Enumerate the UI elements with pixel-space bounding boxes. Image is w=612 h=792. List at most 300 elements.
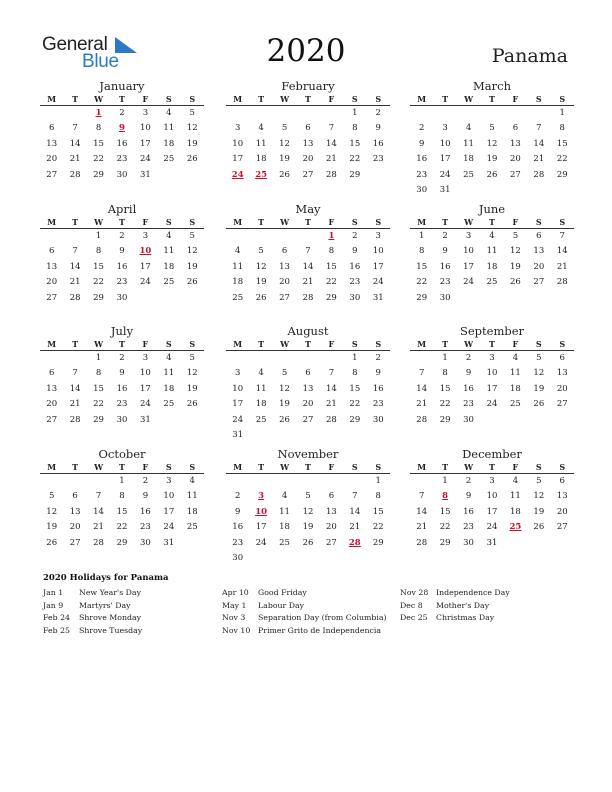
day-cell: 22 [93, 399, 104, 410]
day-cell: 1 [119, 476, 125, 486]
weekday-label: T [258, 339, 265, 349]
day-cell: 9 [119, 368, 125, 379]
day-cell: 30 [116, 169, 128, 180]
day-cell [296, 229, 319, 244]
day-cell: 18 [509, 383, 521, 394]
weekday-label: M [417, 339, 427, 349]
day-cell: 23 [439, 277, 451, 288]
month-title: September [459, 324, 525, 338]
holiday-name: Christmas Day [436, 613, 495, 622]
day-cell [226, 106, 249, 121]
day-cell [40, 106, 63, 121]
day-cell: 12 [279, 138, 290, 149]
week-row [226, 121, 390, 136]
day-cell: 3 [142, 231, 149, 241]
day-cell [343, 551, 366, 566]
weekday-label: M [233, 94, 243, 104]
day-cell: 27 [509, 169, 521, 180]
day-cell: 22 [93, 277, 104, 288]
day-cell: 9 [235, 506, 241, 517]
day-cell: 22 [349, 399, 361, 410]
day-cell: 28 [325, 169, 337, 180]
day-cell: 1 [442, 353, 448, 363]
day-cell: 29 [556, 169, 568, 180]
day-cell: 17 [439, 154, 451, 165]
week-row [410, 183, 574, 198]
day-cell: 18 [255, 154, 267, 165]
day-cell: 1 [352, 353, 358, 363]
weekday-label: F [512, 94, 519, 104]
day-cell: 24 [439, 169, 451, 180]
weekday-label: S [351, 217, 358, 227]
weekday-label: S [351, 339, 358, 349]
weekday-header [40, 338, 204, 351]
day-cell: 24 [372, 277, 384, 288]
month-july [40, 324, 204, 428]
holiday-day-cell: 10 [255, 506, 268, 517]
day-cell: 25 [232, 292, 244, 303]
day-cell: 21 [69, 277, 81, 288]
day-cell: 18 [163, 138, 175, 149]
day-cell [157, 291, 180, 306]
holiday-day-cell: 10 [139, 246, 152, 257]
day-cell: 27 [556, 399, 568, 410]
day-cell: 6 [559, 353, 565, 363]
day-cell: 18 [255, 399, 267, 410]
day-cell: 27 [556, 522, 568, 533]
day-cell: 31 [372, 292, 384, 303]
day-cell: 23 [416, 169, 428, 180]
month-january [40, 79, 204, 183]
weekday-label: T [442, 462, 449, 472]
day-cell: 4 [166, 108, 172, 118]
weekday-label: T [72, 94, 79, 104]
week-row [410, 260, 574, 275]
month-title: December [462, 447, 522, 461]
month-september [410, 324, 574, 428]
weekday-label: T [119, 217, 125, 227]
day-cell: 28 [533, 169, 545, 180]
week-row [226, 505, 390, 520]
week-row [40, 351, 204, 366]
day-cell [343, 428, 366, 443]
week-row [410, 244, 574, 259]
holiday-day-cell: 25 [255, 169, 268, 180]
day-cell: 19 [533, 383, 545, 394]
day-cell: 3 [489, 476, 495, 486]
day-cell: 18 [279, 522, 290, 533]
day-cell: 14 [325, 138, 337, 149]
weekday-label: S [535, 217, 542, 227]
day-cell: 18 [163, 383, 175, 394]
day-cell: 27 [46, 169, 58, 180]
week-row [226, 489, 390, 504]
weekday-header [410, 216, 574, 229]
day-cell: 8 [95, 123, 102, 134]
weekday-header [226, 216, 390, 229]
week-row [226, 474, 390, 489]
day-cell [296, 428, 319, 443]
weekday-label: F [328, 462, 335, 472]
day-cell: 24 [232, 414, 244, 425]
day-cell: 21 [416, 522, 428, 533]
day-cell: 19 [186, 383, 198, 394]
day-cell: 16 [372, 383, 384, 394]
week-row [226, 229, 390, 244]
weekday-header [410, 93, 574, 106]
month-december [410, 447, 574, 551]
holiday-name: Martyrs' Day [79, 600, 131, 610]
weekday-label: W [464, 217, 474, 227]
day-cell: 31 [232, 429, 244, 440]
day-cell: 1 [442, 476, 448, 486]
day-cell: 25 [279, 537, 290, 548]
day-cell: 7 [328, 368, 335, 379]
day-cell: 5 [189, 353, 195, 363]
day-cell: 21 [349, 522, 361, 533]
weekday-header [226, 461, 390, 474]
day-cell [527, 413, 550, 428]
day-cell: 10 [139, 368, 151, 379]
day-cell: 2 [142, 476, 149, 486]
day-cell [527, 536, 550, 551]
day-cell: 7 [352, 491, 358, 502]
day-cell: 28 [416, 537, 428, 548]
day-cell: 1 [352, 108, 358, 118]
day-cell: 17 [139, 383, 151, 394]
day-cell: 10 [372, 246, 384, 257]
week-row [410, 168, 574, 183]
day-cell [273, 551, 296, 566]
day-cell: 31 [486, 537, 498, 548]
day-cell: 13 [533, 246, 545, 257]
day-cell [551, 413, 574, 428]
week-row [40, 291, 204, 306]
day-cell: 22 [439, 399, 451, 410]
day-cell: 2 [465, 476, 472, 486]
holiday-day-cell: 25 [509, 522, 522, 533]
day-cell: 15 [93, 261, 104, 272]
holiday-name: Primer Grito de Independencia [258, 625, 381, 635]
day-cell: 6 [512, 123, 519, 134]
day-cell: 4 [235, 246, 241, 257]
day-cell [249, 229, 272, 244]
day-cell: 12 [186, 246, 198, 257]
day-cell: 19 [279, 154, 290, 165]
weekday-label: M [233, 217, 243, 227]
day-cell: 14 [325, 383, 337, 394]
holiday-name: Separation Day (from Columbia) [258, 613, 387, 622]
day-cell: 19 [186, 138, 198, 149]
day-cell: 5 [305, 491, 311, 502]
day-cell: 15 [372, 506, 384, 517]
holiday-day-cell: 9 [119, 123, 125, 134]
day-cell: 7 [305, 246, 311, 257]
month-october [40, 447, 204, 551]
day-cell: 17 [163, 506, 175, 517]
day-cell: 16 [463, 506, 474, 517]
day-cell: 17 [372, 261, 384, 272]
day-cell [527, 183, 550, 198]
weekday-label: W [94, 339, 104, 349]
day-cell: 18 [486, 261, 498, 272]
month-april [40, 202, 204, 306]
day-cell: 13 [46, 138, 58, 149]
day-cell: 6 [49, 368, 55, 379]
day-cell: 5 [281, 123, 288, 134]
weekday-header [40, 461, 204, 474]
weekday-label: W [94, 462, 104, 472]
day-cell: 2 [352, 231, 358, 241]
day-cell: 26 [279, 414, 290, 425]
day-cell: 8 [375, 491, 381, 502]
weekday-label: S [351, 462, 358, 472]
day-cell: 13 [509, 138, 521, 149]
day-cell [457, 106, 480, 121]
weekday-label: T [442, 94, 449, 104]
weekday-label: S [535, 94, 542, 104]
day-cell: 12 [533, 368, 545, 379]
day-cell: 26 [186, 277, 198, 288]
day-cell [367, 168, 390, 183]
day-cell: 5 [512, 231, 519, 241]
day-cell: 7 [95, 491, 102, 502]
week-row [226, 366, 390, 381]
month-november [226, 447, 390, 566]
weekday-label: W [464, 462, 474, 472]
day-cell: 19 [533, 506, 545, 517]
day-cell: 4 [512, 353, 519, 363]
holiday-column [400, 587, 510, 625]
day-cell: 6 [305, 368, 311, 379]
day-cell: 24 [139, 277, 151, 288]
weekday-label: M [233, 339, 243, 349]
day-cell [249, 106, 272, 121]
day-cell: 26 [302, 537, 314, 548]
day-cell: 16 [463, 383, 474, 394]
day-cell: 6 [49, 246, 55, 257]
day-cell: 12 [186, 368, 198, 379]
weekday-label: M [417, 94, 427, 104]
holiday-day-cell: 24 [231, 169, 244, 180]
day-cell: 8 [559, 123, 565, 134]
week-row [40, 366, 204, 381]
day-cell [457, 291, 480, 306]
weekday-label: F [142, 339, 149, 349]
day-cell: 6 [328, 491, 335, 502]
week-row [40, 260, 204, 275]
day-cell: 3 [166, 476, 172, 486]
day-cell: 15 [93, 383, 104, 394]
weekday-label: M [417, 462, 427, 472]
day-cell: 9 [465, 491, 472, 502]
day-cell: 3 [489, 353, 495, 363]
week-row [226, 291, 390, 306]
day-cell: 13 [302, 138, 314, 149]
day-cell: 29 [349, 169, 361, 180]
day-cell: 21 [325, 399, 337, 410]
weekday-label: F [328, 94, 335, 104]
week-row [40, 244, 204, 259]
day-cell: 30 [116, 292, 128, 303]
logo-blue-text: Blue [82, 51, 119, 72]
day-cell: 14 [69, 138, 81, 149]
day-cell: 21 [556, 261, 568, 272]
holidays-title: 2020 Holidays for Panama [43, 573, 169, 583]
weekday-label: T [72, 462, 79, 472]
day-cell: 17 [463, 261, 474, 272]
day-cell [157, 168, 180, 183]
day-cell: 27 [302, 169, 314, 180]
day-cell: 19 [302, 522, 314, 533]
day-cell: 6 [72, 491, 78, 502]
day-cell: 16 [116, 138, 128, 149]
day-cell: 7 [328, 123, 335, 134]
day-cell: 20 [46, 277, 58, 288]
holiday-item [43, 587, 142, 600]
weekday-label: S [351, 94, 358, 104]
day-cell [504, 536, 527, 551]
day-cell: 15 [325, 261, 337, 272]
day-cell [480, 291, 503, 306]
day-cell: 15 [439, 383, 451, 394]
weekday-label: W [464, 94, 474, 104]
day-cell: 20 [302, 154, 314, 165]
day-cell: 27 [325, 537, 337, 548]
week-row [40, 121, 204, 136]
day-cell: 23 [372, 154, 384, 165]
week-row [410, 413, 574, 428]
day-cell: 2 [419, 123, 425, 134]
day-cell [63, 106, 86, 121]
day-cell [527, 106, 550, 121]
holiday-date: Feb 24 [43, 613, 70, 622]
weekday-header [410, 461, 574, 474]
day-cell [410, 351, 433, 366]
day-cell: 24 [163, 522, 175, 533]
weekday-label: M [47, 94, 57, 104]
day-cell: 7 [72, 246, 78, 257]
day-cell: 22 [439, 522, 451, 533]
day-cell: 16 [116, 261, 128, 272]
day-cell [181, 536, 204, 551]
month-title: May [295, 202, 321, 216]
day-cell [504, 413, 527, 428]
day-cell: 30 [232, 552, 244, 563]
day-cell: 11 [163, 123, 175, 134]
day-cell: 14 [302, 261, 314, 272]
week-row [410, 106, 574, 121]
week-row [226, 413, 390, 428]
day-cell: 17 [232, 154, 244, 165]
month-march [410, 79, 574, 198]
day-cell: 3 [235, 368, 241, 379]
day-cell: 23 [372, 399, 384, 410]
day-cell: 29 [439, 537, 451, 548]
day-cell: 14 [556, 246, 568, 257]
day-cell: 1 [375, 476, 381, 486]
holiday-item [400, 587, 510, 600]
day-cell: 5 [489, 123, 495, 134]
day-cell: 14 [69, 383, 81, 394]
day-cell: 4 [465, 123, 472, 134]
day-cell [273, 474, 296, 489]
day-cell: 7 [72, 123, 78, 134]
holiday-column [43, 587, 142, 637]
weekday-header [410, 338, 574, 351]
week-row [410, 137, 574, 152]
day-cell: 12 [186, 123, 198, 134]
day-cell [63, 474, 86, 489]
day-cell: 6 [305, 123, 311, 134]
day-cell: 2 [465, 353, 472, 363]
day-cell: 13 [46, 383, 58, 394]
week-row [410, 152, 574, 167]
day-cell: 28 [93, 537, 104, 548]
day-cell: 29 [416, 292, 428, 303]
weekday-label: T [489, 462, 495, 472]
day-cell: 14 [349, 506, 361, 517]
month-title: August [287, 324, 329, 338]
day-cell: 21 [325, 154, 337, 165]
day-cell [457, 183, 480, 198]
day-cell: 6 [281, 246, 288, 257]
month-title: January [99, 79, 145, 93]
weekday-label: F [328, 339, 335, 349]
weekday-label: T [305, 339, 311, 349]
week-row [226, 152, 390, 167]
weekday-label: T [442, 217, 449, 227]
weekday-label: M [417, 217, 427, 227]
day-cell: 11 [509, 368, 521, 379]
day-cell: 14 [533, 138, 545, 149]
day-cell: 2 [119, 353, 125, 363]
day-cell: 18 [232, 277, 244, 288]
month-title: June [478, 202, 506, 216]
day-cell [296, 551, 319, 566]
day-cell: 31 [139, 414, 151, 425]
day-cell: 10 [232, 138, 244, 149]
weekday-label: F [512, 339, 519, 349]
day-cell: 21 [416, 399, 428, 410]
week-row [40, 489, 204, 504]
weekday-label: S [535, 339, 542, 349]
day-cell [181, 291, 204, 306]
day-cell: 5 [536, 476, 542, 486]
weekday-label: T [258, 94, 265, 104]
day-cell: 25 [509, 399, 521, 410]
day-cell: 9 [142, 491, 149, 502]
weekday-header [40, 93, 204, 106]
day-cell: 23 [139, 522, 151, 533]
day-cell: 13 [69, 506, 81, 517]
holiday-date: Apr 10 [222, 588, 249, 597]
day-cell: 19 [255, 277, 267, 288]
holiday-day-cell: 1 [328, 231, 335, 241]
week-row [40, 397, 204, 412]
day-cell: 20 [69, 522, 81, 533]
weekday-label: S [375, 217, 382, 227]
day-cell: 3 [465, 231, 472, 241]
day-cell: 25 [255, 414, 267, 425]
weekday-label: S [165, 462, 172, 472]
logo-general-text: General [42, 34, 108, 55]
weekday-header [40, 216, 204, 229]
day-cell: 24 [486, 522, 498, 533]
day-cell: 11 [463, 138, 474, 149]
weekday-label: T [258, 462, 265, 472]
day-cell: 20 [46, 154, 58, 165]
